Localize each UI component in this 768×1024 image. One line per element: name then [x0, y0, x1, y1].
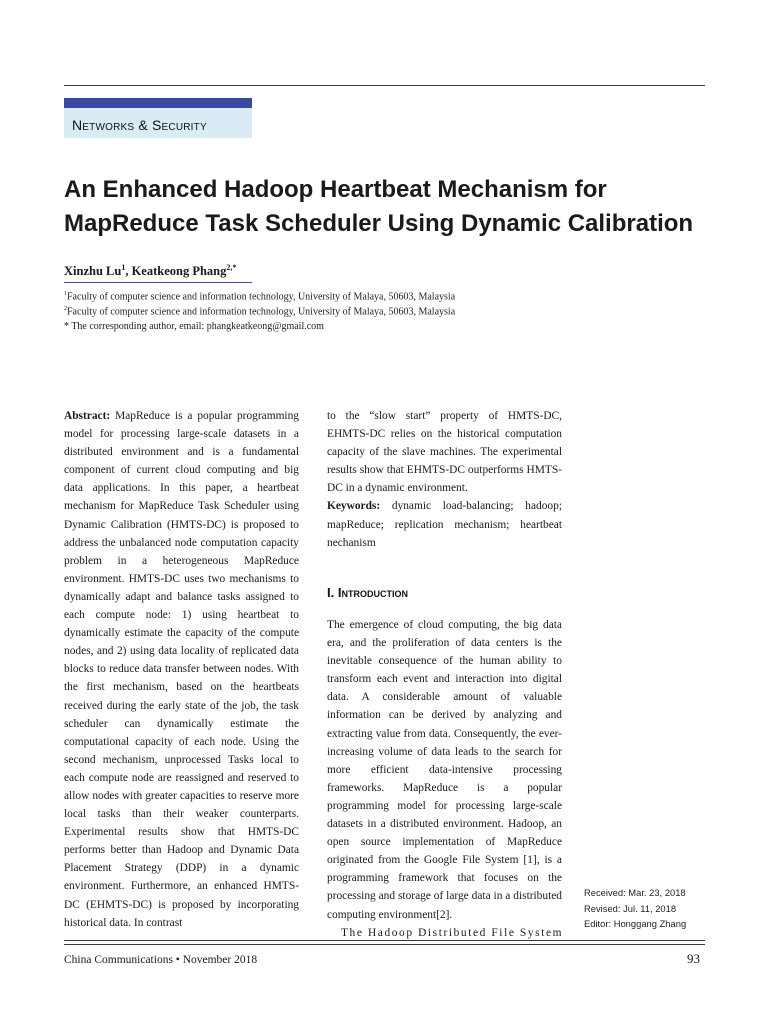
author-2-affil-mark: 2,* — [226, 263, 237, 272]
affiliation-1-mark: 1 — [64, 291, 67, 297]
abstract-text: MapReduce is a popular programming model for processing large-scale datasets in a distributed environment and is a fundamental component of current cloud computing and big data applications. In this paper, a heartbeat mechanism for MapReduce Task Scheduler using Dynamic Calibration (HMTS-DC) is proposed to address the unbalanced node computation capacity problem in a heterogeneous MapReduce environment. HMTS-DC uses two mechanisms to dynamically adapt and balance tasks assigned to each compute node: 1) using heartbeat to dynamically estimate the capacity of the compute nodes, and 2) using data locality of replicated data blocks to reduce data transfer between nodes. With the first mechanism, based on the heartbeats received during the early state of the job, the task scheduler can dynamically estimate the computational capacity of each node. Using the second mechanism, unprocessed Tasks local to each compute node are reassigned and reserved to allow nodes with greater capacities to reserve more local tasks than their weaker counterparts. Experimental results show that HMTS-DC performs better than Hadoop and Dynamic Data Placement Strategy (DDP) in a dynamic environment. Furthermore, an enhanced HMTS-DC (EHMTS-DC) is proposed by incorporating historical data. In contrast — [64, 410, 299, 929]
right-column-upper — [327, 407, 562, 552]
paper-title — [64, 173, 724, 241]
title-line-1: An Enhanced Hadoop Heartbeat Mechanism for — [64, 176, 607, 203]
abstract-paragraph — [64, 407, 299, 932]
revised-date: Revised: Jul. 11, 2018 — [584, 903, 677, 914]
page-number: 93 — [687, 951, 700, 966]
introduction-paragraph: The emergence of cloud computing, the big data era, and the proliferation of data centers is the inevitable consequence of the human ability to transform each event and interaction into digital data. A considerable amount of valuable information can be derived by analyzing and extracting value from data. Consequently, the ever-increasing volume of data leads to the search for more efficient data-intensive processing frameworks. MapReduce is a popular programming model for processing large-scale datasets in a distributed environment. Hadoop, an open source implementation of MapReduce originated from the Google File System [1], is a programming framework that focuses on the processing and storage of large data in a distributed computing environment[2]. — [327, 619, 562, 921]
footer-rule-top — [64, 940, 705, 941]
section-accent-bar — [64, 98, 252, 108]
right-column-lower — [327, 616, 562, 942]
author-list — [64, 263, 236, 279]
abstract-continuation: to the “slow start” property of HMTS-DC, EHMTS-DC relies on the historical computation capacity of the slave machines. The experimental results show that EHMTS-DC outperforms HMTS-DC in a dynamic environment. — [327, 410, 562, 495]
affiliation-2-mark: 2 — [64, 306, 67, 312]
affiliation-2-text: Faculty of computer science and information technology, University of Malaya, 50603, Malaysia — [67, 306, 456, 318]
footer-rule-bottom — [64, 944, 705, 945]
keywords-label: Keywords: — [327, 500, 381, 513]
affiliation-1-text: Faculty of computer science and information technology, University of Malaya, 50603, Malaysia — [67, 291, 456, 303]
abstract-label: Abstract: — [64, 410, 111, 422]
received-date: Received: Mar. 23, 2018 — [584, 887, 686, 898]
title-line-2: MapReduce Task Scheduler Using Dynamic Calibration — [64, 210, 694, 237]
author-1-name: Xinzhu Lu — [64, 264, 122, 279]
introduction-next-line: The Hadoop Distributed File System — [341, 926, 564, 939]
author-separator: , — [125, 264, 132, 279]
section-label: Networks & Security — [72, 117, 207, 133]
author-1-affil-mark: 1 — [121, 263, 126, 272]
editor-name: Editor: Honggang Zhang — [584, 918, 687, 929]
keywords-paragraph — [327, 497, 562, 551]
journal-footer: China Communications • November 2018 — [64, 954, 258, 966]
introduction-heading: I. Introduction — [327, 585, 408, 600]
corresponding-author-text: * The corresponding author, email: phangkeatkeong@gmail.com — [64, 321, 324, 332]
affiliation-2 — [64, 306, 455, 317]
corresponding-author-note — [64, 321, 324, 332]
keywords-text: dynamic load-balancing; hadoop; mapReduce; replication mechanism; heartbeat nechanism — [327, 500, 562, 549]
top-rule — [64, 85, 705, 86]
author-2-name: Keatkeong Phang — [131, 264, 227, 279]
author-rule — [64, 282, 252, 283]
affiliation-1 — [64, 291, 455, 302]
left-column — [64, 407, 299, 932]
